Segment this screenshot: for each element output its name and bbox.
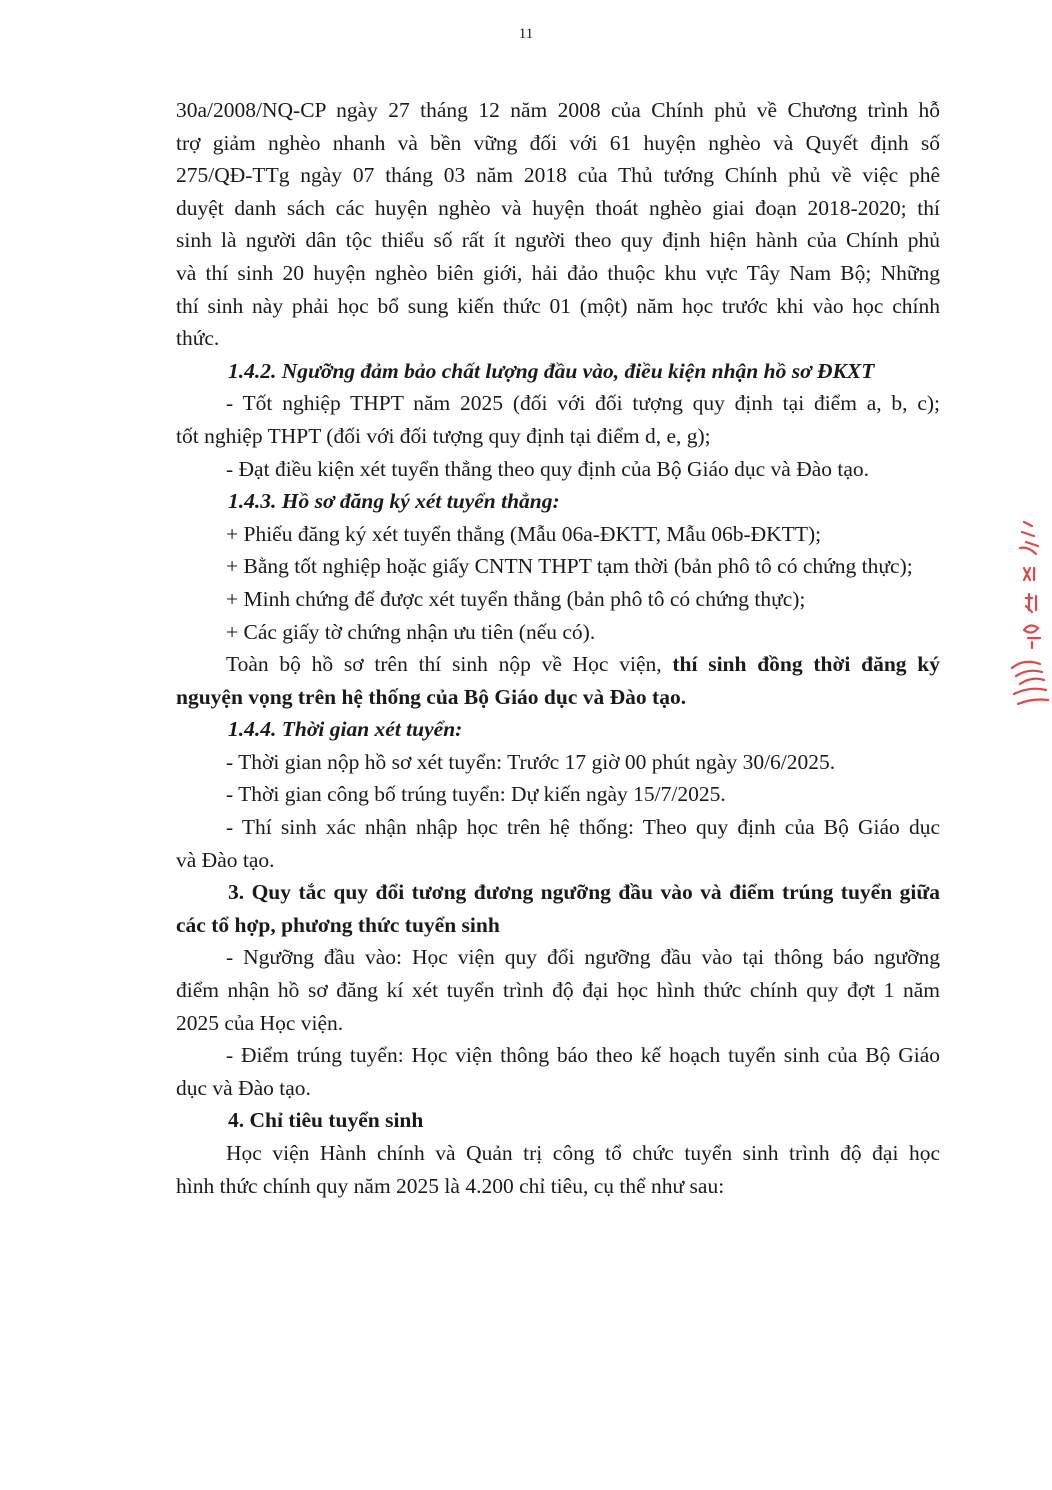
seal-icon — [1010, 518, 1052, 718]
timeline-item: và Đào tạo. — [176, 847, 275, 872]
paragraph-line: điểm nhận hồ sơ đăng kí xét tuyển trình độ đại học hình thức chính quy đợt 1 năm — [176, 978, 940, 1003]
bullet-line: - Tốt nghiệp THPT năm 2025 (đối với đối tượng quy định tại điểm a, b, c); — [226, 391, 940, 416]
timeline-item: - Thời gian nộp hồ sơ xét tuyển: Trước 17 giờ 00 phút ngày 30/6/2025. — [226, 749, 836, 774]
paragraph-line: trợ giảm nghèo nhanh và bền vững đối với 61 huyện nghèo và Quyết định số — [176, 130, 940, 155]
document-item: + Bằng tốt nghiệp hoặc giấy CNTN THPT tạm thời (bản phô tô có chứng thực); — [226, 554, 913, 579]
paragraph-line: thức. — [176, 326, 220, 351]
paragraph-line: 30a/2008/NQ-CP ngày 27 tháng 12 năm 2008 của Chính phủ về Chương trình hỗ — [176, 98, 940, 122]
section-heading-1-4-3: 1.4.3. Hồ sơ đăng ký xét tuyển thẳng: — [228, 489, 560, 514]
bullet-line: tốt nghiệp THPT (đối với đối tượng quy định tại điểm d, e, g); — [176, 423, 711, 448]
document-body — [176, 94, 940, 1202]
section-heading-3-cont: các tổ hợp, phương thức tuyển sinh — [176, 912, 500, 937]
paragraph-line: 275/QĐ-TTg ngày 07 tháng 03 năm 2018 của Thủ tướng Chính phủ về việc phê — [176, 163, 940, 188]
paragraph-line: Học viện Hành chính và Quản trị công tổ chức tuyển sinh trình độ đại học — [226, 1141, 940, 1165]
paragraph-line: hình thức chính quy năm 2025 là 4.200 chỉ tiêu, cụ thể như sau: — [176, 1173, 725, 1198]
paragraph-line: thí sinh này phải học bổ sung kiến thức 01 (một) năm học trước khi vào học chính — [176, 293, 940, 318]
paragraph-text: Toàn bộ hồ sơ trên thí sinh nộp về Học viện, — [226, 652, 673, 677]
paragraph-line: 2025 của Học viện. — [176, 1010, 344, 1035]
timeline-item: - Thí sinh xác nhận nhập học trên hệ thống: Theo quy định của Bộ Giáo dục — [226, 815, 940, 840]
paragraph-bold-text: thí sinh đồng thời đăng ký — [672, 652, 940, 677]
page-number: 11 — [518, 26, 534, 42]
timeline-item: - Thời gian công bố trúng tuyển: Dự kiến ngày 15/7/2025. — [226, 782, 726, 807]
section-heading-1-4-4: 1.4.4. Thời gian xét tuyển: — [228, 717, 463, 742]
document-item: + Minh chứng để được xét tuyển thẳng (bản phô tô có chứng thực); — [226, 586, 806, 611]
paragraph-line: duyệt danh sách các huyện nghèo và huyện thoát nghèo giai đoạn 2018-2020; thí — [176, 195, 940, 220]
paragraph-line: - Điểm trúng tuyển: Học viện thông báo theo kế hoạch tuyển sinh của Bộ Giáo — [226, 1043, 940, 1068]
paragraph-line — [176, 648, 940, 681]
section-heading-1-4-2: 1.4.2. Ngưỡng đảm bảo chất lượng đầu vào, điều kiện nhận hồ sơ ĐKXT — [228, 358, 875, 383]
paragraph-line: sinh là người dân tộc thiểu số rất ít người theo quy định hiện hành của Chính phủ — [176, 228, 940, 253]
paragraph-line: - Ngưỡng đầu vào: Học viện quy đổi ngưỡng đầu vào tại thông báo ngưỡng — [226, 945, 940, 970]
paragraph-bold-line: nguyện vọng trên hệ thống của Bộ Giáo dục và Đào tạo. — [176, 684, 687, 709]
section-heading-4: 4. Chỉ tiêu tuyển sinh — [228, 1108, 424, 1133]
red-seal-stamp — [1010, 518, 1052, 718]
paragraph-line: dục và Đào tạo. — [176, 1075, 311, 1100]
document-item: + Phiếu đăng ký xét tuyển thẳng (Mẫu 06a-ĐKTT, Mẫu 06b-ĐKTT); — [226, 521, 822, 546]
section-heading-3: 3. Quy tắc quy đổi tương đương ngưỡng đầu vào và điểm trúng tuyển giữa — [228, 880, 940, 905]
paragraph-line: và thí sinh 20 huyện nghèo biên giới, hải đảo thuộc khu vực Tây Nam Bộ; Những — [176, 260, 940, 285]
document-item: + Các giấy tờ chứng nhận ưu tiên (nếu có). — [226, 619, 596, 644]
bullet-line: - Đạt điều kiện xét tuyển thẳng theo quy định của Bộ Giáo dục và Đào tạo. — [226, 456, 870, 481]
